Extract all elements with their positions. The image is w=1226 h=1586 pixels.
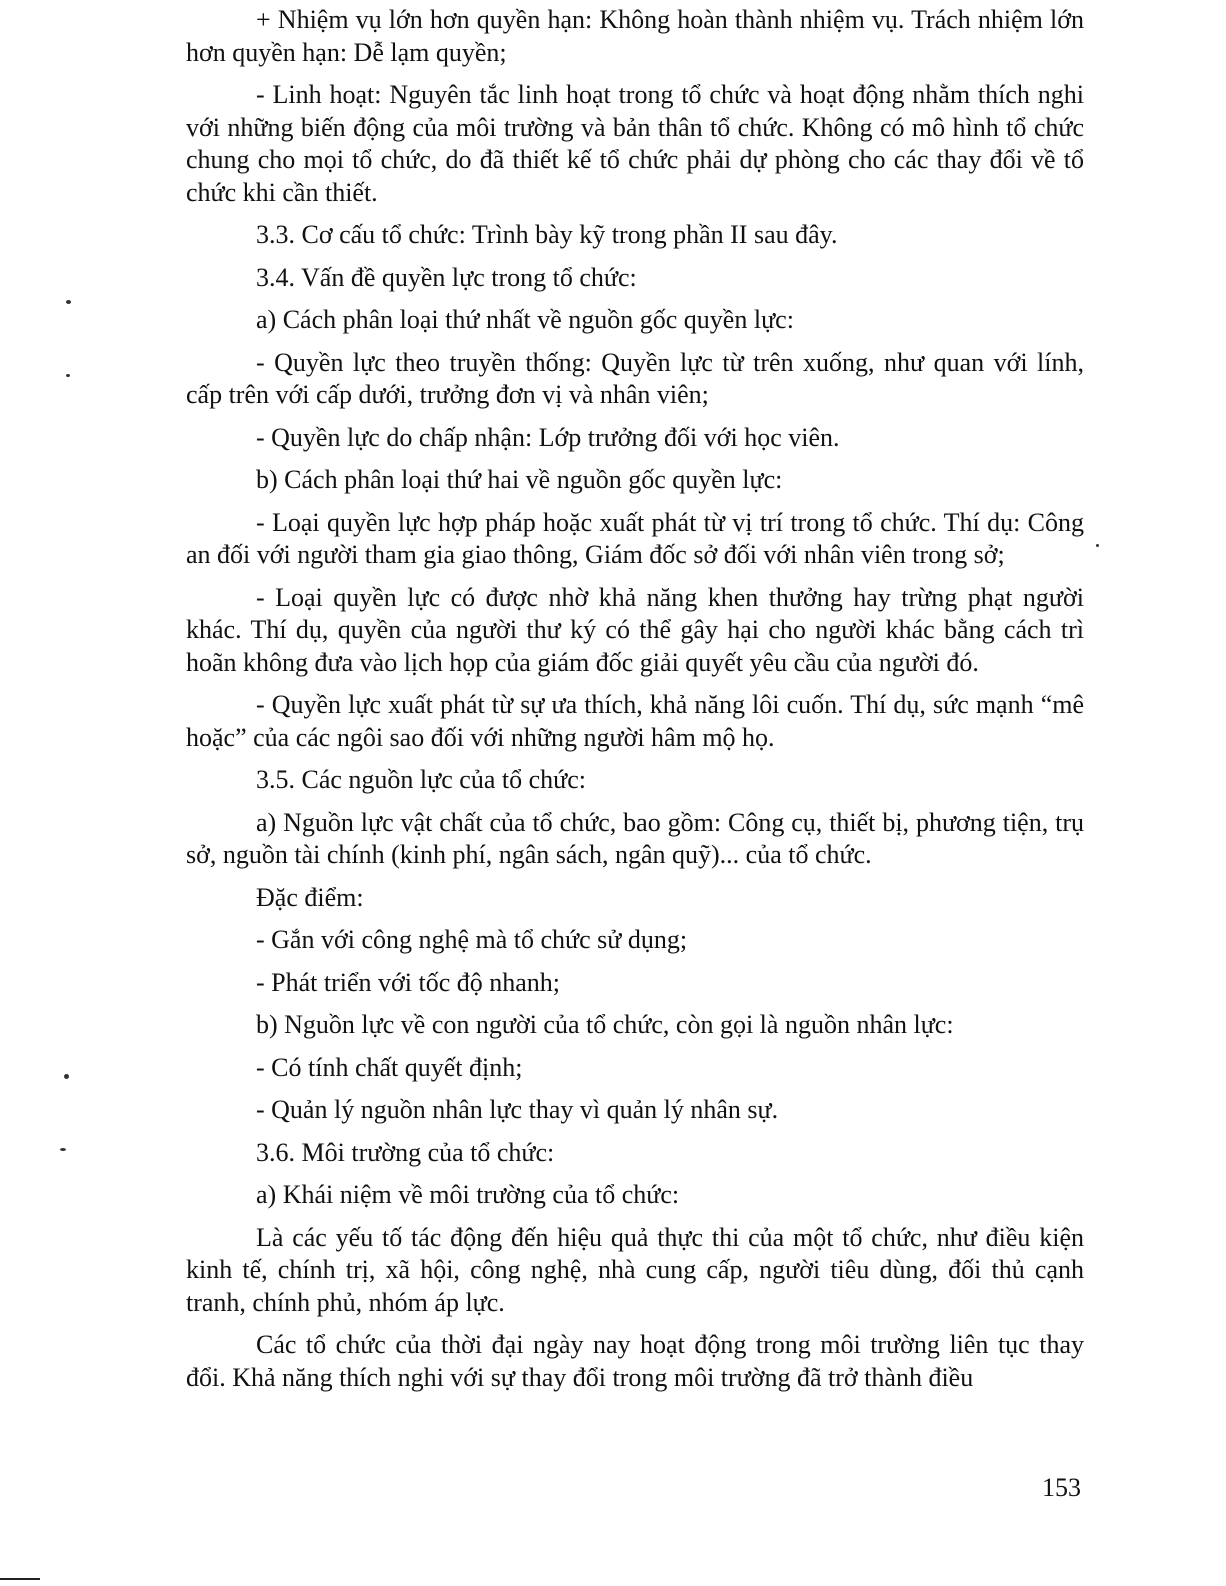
paragraph: a) Nguồn lực vật chất của tổ chức, bao gồm: Công cụ, thiết bị, phương tiện, trụ sở, nguồn tài chính (kinh phí, ngân sách, ngân quỹ)... của tổ chức. bbox=[186, 807, 1084, 869]
scan-speck bbox=[66, 300, 71, 304]
paragraph: 3.5. Các nguồn lực của tổ chức: bbox=[256, 765, 586, 794]
paragraph: - Linh hoạt: Nguyên tắc linh hoạt trong tổ chức và hoạt động nhằm thích nghi với những biến động của môi trường và bản thân tổ chức. Không có mô hình tổ chức chung cho mọi tổ chức, do đã thiết kế tổ chức phải dự phòng cho các thay đổi về tổ chức khi cần thiết. bbox=[186, 80, 1084, 207]
paragraph: - Có tính chất quyết định; bbox=[256, 1052, 523, 1082]
scan-speck bbox=[1096, 544, 1099, 547]
paragraph: Là các yếu tố tác động đến hiệu quả thực thi của một tổ chức, như điều kiện kinh tế, chính trị, xã hội, công nghệ, nhà cung cấp, người tiêu dùng, đối thủ cạnh tranh, chính phủ, nhóm áp lực. bbox=[186, 1222, 1084, 1317]
scan-edge-mark bbox=[0, 1578, 40, 1580]
paragraph: + Nhiệm vụ lớn hơn quyền hạn: Không hoàn thành nhiệm vụ. Trách nhiệm lớn hơn quyền hạn: Dễ lạm quyền; bbox=[186, 5, 1084, 67]
paragraph: - Quyền lực theo truyền thống: Quyền lực từ trên xuống, như quan với lính, cấp trên với cấp dưới, trưởng đơn vị và nhân viên; bbox=[186, 347, 1084, 409]
paragraph: - Gắn với công nghệ mà tổ chức sử dụng; bbox=[256, 925, 688, 954]
paragraph: - Loại quyền lực hợp pháp hoặc xuất phát từ vị trí trong tổ chức. Thí dụ: Công an đối với người tham gia giao thông, Giám đốc sở đối với nhân viên trong sở; bbox=[186, 507, 1084, 569]
paragraph: 3.4. Vấn đề quyền lực trong tổ chức: bbox=[256, 262, 637, 292]
paragraph: b) Cách phân loại thứ hai về nguồn gốc quyền lực: bbox=[256, 465, 783, 494]
paragraph: Các tổ chức của thời đại ngày nay hoạt động trong môi trường liên tục thay đổi. Khả năng thích nghi với sự thay đổi trong môi trường đã trở thành điều bbox=[186, 1330, 1084, 1392]
scan-speck bbox=[64, 1074, 69, 1079]
paragraph: a) Cách phân loại thứ nhất về nguồn gốc quyền lực: bbox=[256, 305, 794, 334]
page-number: 153 bbox=[1042, 1473, 1081, 1502]
document-body bbox=[186, 4, 1084, 1404]
paragraph: - Quản lý nguồn nhân lực thay vì quản lý nhân sự. bbox=[256, 1095, 779, 1124]
paragraph: - Loại quyền lực có được nhờ khả năng khen thưởng hay trừng phạt người khác. Thí dụ, quyền của người thư ký có thể gây hại cho người khác bằng cách trì hoãn không đưa vào lịch họp của giám đốc giải quyết yêu cầu của người đó. bbox=[186, 582, 1084, 677]
paragraph: - Quyền lực xuất phát từ sự ưa thích, khả năng lôi cuốn. Thí dụ, sức mạnh “mê hoặc” của các ngôi sao đối với những người hâm mộ họ. bbox=[186, 690, 1084, 752]
paragraph: 3.6. Môi trường của tổ chức: bbox=[256, 1137, 555, 1167]
paragraph: - Quyền lực do chấp nhận: Lớp trưởng đối với học viên. bbox=[256, 422, 840, 452]
paragraph: b) Nguồn lực về con người của tổ chức, còn gọi là nguồn nhân lực: bbox=[256, 1010, 954, 1039]
paragraph: Đặc điểm: bbox=[256, 882, 364, 912]
scan-speck bbox=[66, 374, 70, 377]
paragraph: - Phát triển với tốc độ nhanh; bbox=[256, 967, 561, 997]
paragraph: a) Khái niệm về môi trường của tổ chức: bbox=[256, 1180, 680, 1209]
paragraph: 3.3. Cơ cấu tổ chức: Trình bày kỹ trong phần II sau đây. bbox=[256, 220, 838, 249]
scan-speck bbox=[60, 1148, 66, 1151]
